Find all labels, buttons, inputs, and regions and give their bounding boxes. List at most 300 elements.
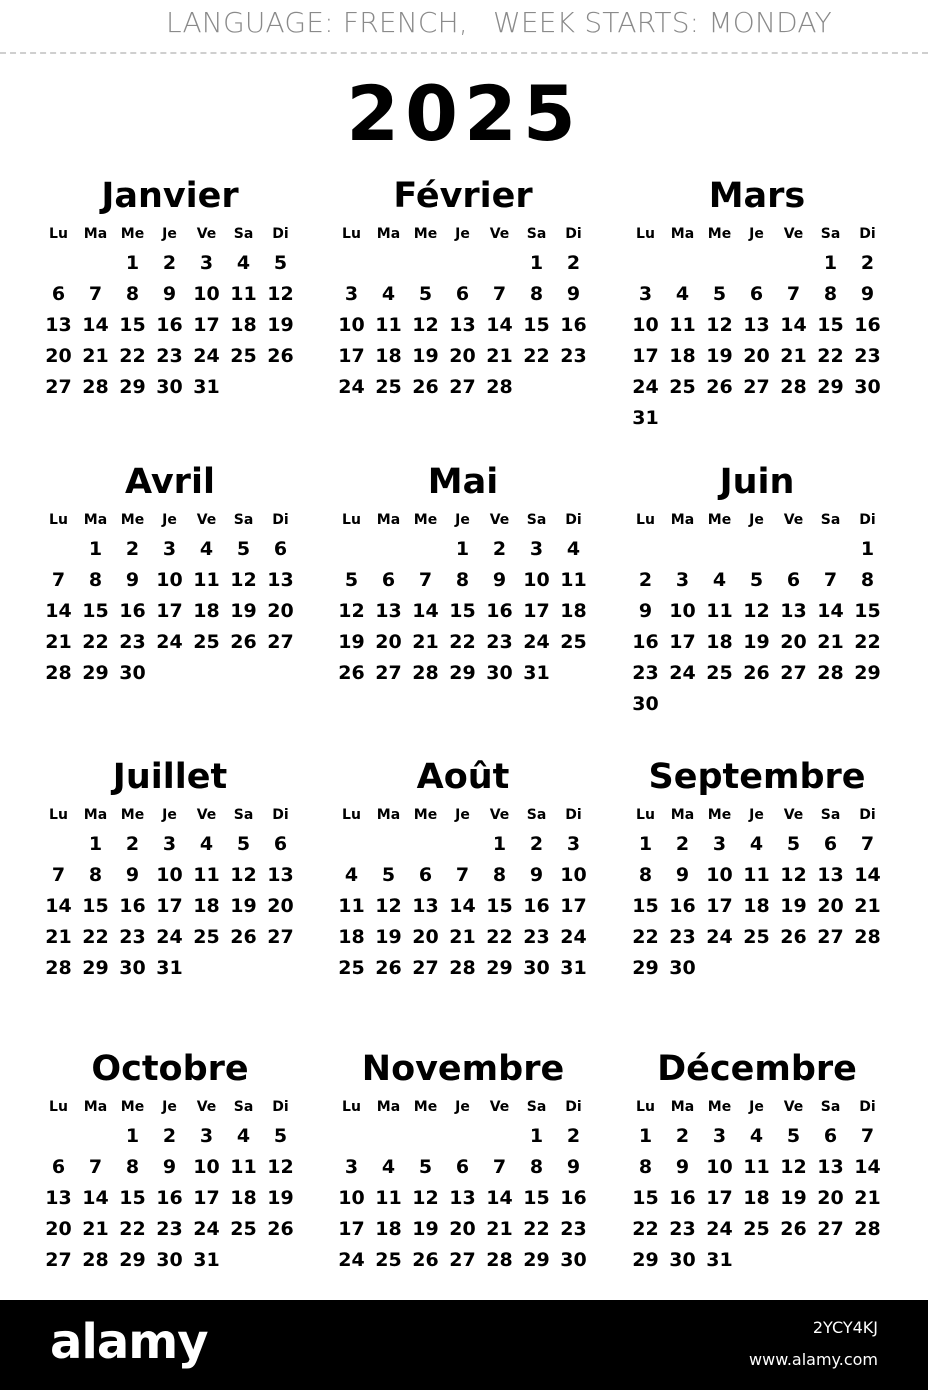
day-cell: 16 <box>632 631 659 653</box>
day-cell: 18 <box>338 926 365 948</box>
day-cell: 21 <box>486 1218 513 1240</box>
empty-cell <box>333 248 370 279</box>
day-cell: 24 <box>193 345 220 367</box>
day-cell: 16 <box>560 1187 587 1209</box>
day-cell: 1 <box>455 538 470 560</box>
day-cell: 22 <box>82 926 109 948</box>
day-cell: 15 <box>82 895 109 917</box>
day-cell: 16 <box>119 600 146 622</box>
day-cell: 13 <box>743 314 770 336</box>
day-cell: 27 <box>412 957 439 979</box>
day-cell: 15 <box>449 600 476 622</box>
day-cell: 3 <box>162 833 177 855</box>
day-cell: 19 <box>743 631 770 653</box>
day-cell: 3 <box>344 283 359 305</box>
month-block <box>333 1049 593 1276</box>
day-cell: 7 <box>88 283 103 305</box>
day-cell: 28 <box>817 662 844 684</box>
day-cell: 17 <box>193 314 220 336</box>
day-cell: 23 <box>854 345 881 367</box>
day-cell: 3 <box>199 252 214 274</box>
day-cell: 22 <box>119 1218 146 1240</box>
month-grid <box>333 1093 593 1276</box>
empty-cell <box>333 534 370 565</box>
day-cell: 8 <box>638 864 653 886</box>
day-cell: 13 <box>267 569 294 591</box>
day-cell: 14 <box>854 864 881 886</box>
weekday-header: Ma <box>670 512 695 528</box>
day-cell: 22 <box>632 1218 659 1240</box>
day-cell: 3 <box>712 1125 727 1147</box>
empty-cell <box>407 829 444 860</box>
day-cell: 14 <box>486 1187 513 1209</box>
day-cell: 19 <box>230 895 257 917</box>
weekday-header: Je <box>162 807 177 823</box>
day-cell: 4 <box>712 569 727 591</box>
day-cell: 21 <box>854 895 881 917</box>
month-name: Octobre <box>91 1049 249 1089</box>
day-cell: 3 <box>344 1156 359 1178</box>
day-cell: 17 <box>193 1187 220 1209</box>
day-cell: 18 <box>375 1218 402 1240</box>
day-cell: 20 <box>449 1218 476 1240</box>
day-cell: 30 <box>523 957 550 979</box>
day-cell: 30 <box>156 1249 183 1271</box>
weekday-header: Ma <box>83 807 108 823</box>
day-cell: 20 <box>267 600 294 622</box>
day-cell: 19 <box>706 345 733 367</box>
empty-cell <box>775 534 812 565</box>
month-block <box>40 1049 300 1276</box>
day-cell: 27 <box>449 376 476 398</box>
day-cell: 16 <box>156 1187 183 1209</box>
month-grid <box>627 506 887 720</box>
weekday-header: Sa <box>820 1099 841 1115</box>
weekday-header: Lu <box>342 512 361 528</box>
month-name: Avril <box>125 462 215 502</box>
day-cell: 8 <box>88 569 103 591</box>
day-cell: 20 <box>267 895 294 917</box>
empty-cell <box>481 248 518 279</box>
day-cell: 9 <box>566 1156 581 1178</box>
day-cell: 9 <box>162 283 177 305</box>
day-cell: 9 <box>162 1156 177 1178</box>
day-cell: 2 <box>566 1125 581 1147</box>
day-cell: 22 <box>119 345 146 367</box>
weekday-header: Ma <box>670 1099 695 1115</box>
day-cell: 9 <box>125 569 140 591</box>
weekday-header: Ma <box>83 1099 108 1115</box>
day-cell: 11 <box>338 895 365 917</box>
weekday-header: Me <box>707 807 732 823</box>
weekday-header: Me <box>707 1099 732 1115</box>
weekday-header: Lu <box>636 512 655 528</box>
month-grid <box>627 1093 887 1276</box>
weekday-header: Di <box>565 1099 582 1115</box>
day-cell: 19 <box>338 631 365 653</box>
day-cell: 28 <box>854 1218 881 1240</box>
day-cell: 12 <box>375 895 402 917</box>
empty-cell <box>370 1121 407 1152</box>
day-cell: 29 <box>449 662 476 684</box>
day-cell: 20 <box>45 1218 72 1240</box>
day-cell: 10 <box>632 314 659 336</box>
weekday-header: Di <box>859 807 876 823</box>
day-cell: 6 <box>418 864 433 886</box>
empty-cell <box>812 534 849 565</box>
weekday-header: Di <box>859 1099 876 1115</box>
day-cell: 20 <box>412 926 439 948</box>
day-cell: 25 <box>375 376 402 398</box>
day-cell: 11 <box>743 864 770 886</box>
empty-cell <box>407 248 444 279</box>
day-cell: 18 <box>375 345 402 367</box>
day-cell: 1 <box>88 538 103 560</box>
day-cell: 25 <box>193 631 220 653</box>
day-cell: 4 <box>381 1156 396 1178</box>
day-cell: 12 <box>780 864 807 886</box>
day-cell: 6 <box>823 833 838 855</box>
weekday-header: Lu <box>342 1099 361 1115</box>
month-grid <box>333 801 593 984</box>
day-cell: 3 <box>529 538 544 560</box>
month-name: Novembre <box>361 1049 565 1089</box>
weekday-header: Di <box>565 226 582 242</box>
month-grid <box>40 220 300 403</box>
day-cell: 11 <box>230 1156 257 1178</box>
month-block <box>40 462 300 689</box>
weekday-header: Me <box>707 512 732 528</box>
day-cell: 5 <box>236 833 251 855</box>
day-cell: 28 <box>45 662 72 684</box>
month-block <box>333 462 593 689</box>
day-cell: 13 <box>267 864 294 886</box>
day-cell: 23 <box>669 1218 696 1240</box>
day-cell: 29 <box>82 662 109 684</box>
weekday-header: Me <box>120 807 145 823</box>
day-cell: 1 <box>529 1125 544 1147</box>
weekday-header: Lu <box>636 807 655 823</box>
day-cell: 7 <box>51 864 66 886</box>
day-cell: 10 <box>338 1187 365 1209</box>
day-cell: 28 <box>854 926 881 948</box>
day-cell: 1 <box>88 833 103 855</box>
day-cell: 7 <box>51 569 66 591</box>
day-cell: 15 <box>854 600 881 622</box>
day-cell: 27 <box>817 1218 844 1240</box>
weekday-header: Ma <box>83 512 108 528</box>
empty-cell <box>370 534 407 565</box>
day-cell: 2 <box>125 833 140 855</box>
month-block <box>627 176 887 434</box>
day-cell: 15 <box>82 600 109 622</box>
weekday-header: Lu <box>636 1099 655 1115</box>
day-cell: 7 <box>418 569 433 591</box>
weekday-header: Ve <box>196 1099 217 1115</box>
day-cell: 1 <box>860 538 875 560</box>
day-cell: 21 <box>45 926 72 948</box>
day-cell: 23 <box>119 631 146 653</box>
month-grid <box>333 220 593 403</box>
empty-cell <box>444 1121 481 1152</box>
month-block <box>333 757 593 984</box>
day-cell: 2 <box>125 538 140 560</box>
empty-cell <box>77 248 114 279</box>
day-cell: 9 <box>638 600 653 622</box>
day-cell: 23 <box>669 926 696 948</box>
day-cell: 31 <box>706 1249 733 1271</box>
day-cell: 2 <box>492 538 507 560</box>
day-cell: 3 <box>162 538 177 560</box>
day-cell: 7 <box>455 864 470 886</box>
day-cell: 4 <box>566 538 581 560</box>
day-cell: 12 <box>412 314 439 336</box>
day-cell: 21 <box>780 345 807 367</box>
weekday-header: Me <box>120 1099 145 1115</box>
empty-cell <box>664 534 701 565</box>
day-cell: 13 <box>375 600 402 622</box>
weekday-header: Ve <box>783 512 804 528</box>
empty-cell <box>40 1121 77 1152</box>
weekday-header: Ve <box>783 1099 804 1115</box>
day-cell: 4 <box>675 283 690 305</box>
weekday-header: Me <box>120 512 145 528</box>
day-cell: 19 <box>267 314 294 336</box>
day-cell: 22 <box>817 345 844 367</box>
day-cell: 10 <box>706 1156 733 1178</box>
day-cell: 13 <box>780 600 807 622</box>
day-cell: 2 <box>162 252 177 274</box>
day-cell: 4 <box>236 1125 251 1147</box>
day-cell: 28 <box>449 957 476 979</box>
day-cell: 27 <box>449 1249 476 1271</box>
weekday-header: Sa <box>233 807 254 823</box>
weekday-header: Me <box>413 512 438 528</box>
day-cell: 11 <box>193 569 220 591</box>
day-cell: 6 <box>749 283 764 305</box>
day-cell: 25 <box>193 926 220 948</box>
weekday-header: Je <box>455 226 470 242</box>
day-cell: 28 <box>780 376 807 398</box>
empty-cell <box>627 534 664 565</box>
day-cell: 8 <box>455 569 470 591</box>
day-cell: 11 <box>706 600 733 622</box>
weekday-header: Sa <box>526 1099 547 1115</box>
day-cell: 21 <box>449 926 476 948</box>
month-name: Février <box>393 176 533 216</box>
day-cell: 25 <box>706 662 733 684</box>
weekday-header: Ve <box>196 807 217 823</box>
day-cell: 10 <box>669 600 696 622</box>
day-cell: 21 <box>412 631 439 653</box>
day-cell: 21 <box>82 345 109 367</box>
day-cell: 1 <box>638 1125 653 1147</box>
day-cell: 26 <box>267 1218 294 1240</box>
day-cell: 24 <box>632 376 659 398</box>
day-cell: 8 <box>860 569 875 591</box>
day-cell: 9 <box>566 283 581 305</box>
day-cell: 5 <box>273 1125 288 1147</box>
day-cell: 5 <box>381 864 396 886</box>
day-cell: 16 <box>669 895 696 917</box>
day-cell: 30 <box>632 693 659 715</box>
day-cell: 30 <box>669 1249 696 1271</box>
weekday-header: Lu <box>49 512 68 528</box>
day-cell: 24 <box>338 1249 365 1271</box>
month-name: Janvier <box>101 176 239 216</box>
weekday-header: Di <box>272 226 289 242</box>
day-cell: 21 <box>486 345 513 367</box>
empty-cell <box>407 534 444 565</box>
day-cell: 29 <box>119 1249 146 1271</box>
day-cell: 8 <box>529 1156 544 1178</box>
month-block <box>40 176 300 403</box>
day-cell: 15 <box>523 1187 550 1209</box>
day-cell: 29 <box>817 376 844 398</box>
week-start-label: WEEK STARTS: MONDAY <box>493 6 832 39</box>
day-cell: 26 <box>412 1249 439 1271</box>
month-name: Mars <box>708 176 806 216</box>
day-cell: 2 <box>675 1125 690 1147</box>
day-cell: 26 <box>780 1218 807 1240</box>
day-cell: 14 <box>82 314 109 336</box>
day-cell: 8 <box>125 1156 140 1178</box>
day-cell: 5 <box>344 569 359 591</box>
day-cell: 6 <box>823 1125 838 1147</box>
day-cell: 31 <box>193 1249 220 1271</box>
day-cell: 16 <box>156 314 183 336</box>
day-cell: 26 <box>412 376 439 398</box>
day-cell: 7 <box>823 569 838 591</box>
day-cell: 25 <box>230 345 257 367</box>
day-cell: 19 <box>780 1187 807 1209</box>
day-cell: 24 <box>669 662 696 684</box>
day-cell: 16 <box>523 895 550 917</box>
day-cell: 30 <box>156 376 183 398</box>
day-cell: 18 <box>743 1187 770 1209</box>
day-cell: 3 <box>712 833 727 855</box>
day-cell: 31 <box>156 957 183 979</box>
day-cell: 3 <box>638 283 653 305</box>
day-cell: 1 <box>529 252 544 274</box>
day-cell: 14 <box>412 600 439 622</box>
month-name: Juin <box>719 462 795 502</box>
day-cell: 25 <box>560 631 587 653</box>
day-cell: 22 <box>449 631 476 653</box>
day-cell: 10 <box>156 569 183 591</box>
day-cell: 13 <box>45 1187 72 1209</box>
day-cell: 13 <box>45 314 72 336</box>
day-cell: 7 <box>492 283 507 305</box>
day-cell: 14 <box>45 895 72 917</box>
day-cell: 14 <box>854 1156 881 1178</box>
day-cell: 5 <box>786 1125 801 1147</box>
day-cell: 7 <box>860 1125 875 1147</box>
weekday-header: Di <box>272 512 289 528</box>
day-cell: 31 <box>560 957 587 979</box>
day-cell: 18 <box>743 895 770 917</box>
day-cell: 1 <box>125 252 140 274</box>
weekday-header: Sa <box>820 226 841 242</box>
day-cell: 20 <box>817 895 844 917</box>
day-cell: 30 <box>486 662 513 684</box>
day-cell: 11 <box>669 314 696 336</box>
weekday-header: Ma <box>670 226 695 242</box>
empty-cell <box>664 248 701 279</box>
day-cell: 25 <box>338 957 365 979</box>
month-grid <box>627 801 887 984</box>
weekday-header: Ve <box>783 226 804 242</box>
year-title: 2025 <box>346 69 582 158</box>
day-cell: 3 <box>566 833 581 855</box>
day-cell: 27 <box>45 1249 72 1271</box>
weekday-header: Lu <box>49 226 68 242</box>
month-grid <box>627 220 887 434</box>
month-name: Décembre <box>657 1049 857 1089</box>
day-cell: 26 <box>267 345 294 367</box>
day-cell: 19 <box>267 1187 294 1209</box>
month-grid <box>40 1093 300 1276</box>
day-cell: 17 <box>156 600 183 622</box>
day-cell: 31 <box>523 662 550 684</box>
day-cell: 4 <box>344 864 359 886</box>
weekday-header: Lu <box>49 807 68 823</box>
weekday-header: Lu <box>49 1099 68 1115</box>
day-cell: 15 <box>817 314 844 336</box>
day-cell: 15 <box>486 895 513 917</box>
day-cell: 16 <box>486 600 513 622</box>
weekday-header: Je <box>455 807 470 823</box>
empty-cell <box>738 534 775 565</box>
day-cell: 20 <box>45 345 72 367</box>
day-cell: 18 <box>706 631 733 653</box>
site-url: www.alamy.com <box>749 1350 878 1369</box>
weekday-header: Me <box>413 226 438 242</box>
day-cell: 17 <box>560 895 587 917</box>
day-cell: 25 <box>375 1249 402 1271</box>
month-block <box>333 176 593 403</box>
day-cell: 6 <box>51 1156 66 1178</box>
day-cell: 30 <box>854 376 881 398</box>
day-cell: 7 <box>88 1156 103 1178</box>
weekday-header: Ve <box>783 807 804 823</box>
day-cell: 15 <box>119 1187 146 1209</box>
day-cell: 28 <box>45 957 72 979</box>
day-cell: 26 <box>230 631 257 653</box>
month-grid <box>333 506 593 689</box>
language-label: LANGUAGE: FRENCH, <box>166 6 469 39</box>
day-cell: 29 <box>632 1249 659 1271</box>
day-cell: 16 <box>119 895 146 917</box>
day-cell: 22 <box>486 926 513 948</box>
day-cell: 4 <box>236 252 251 274</box>
weekday-header: Sa <box>526 226 547 242</box>
day-cell: 2 <box>566 252 581 274</box>
day-cell: 12 <box>706 314 733 336</box>
day-cell: 5 <box>236 538 251 560</box>
day-cell: 2 <box>860 252 875 274</box>
weekday-header: Me <box>413 1099 438 1115</box>
day-cell: 18 <box>230 314 257 336</box>
day-cell: 29 <box>119 376 146 398</box>
empty-cell <box>407 1121 444 1152</box>
empty-cell <box>701 534 738 565</box>
day-cell: 21 <box>817 631 844 653</box>
day-cell: 13 <box>412 895 439 917</box>
weekday-header: Di <box>272 1099 289 1115</box>
day-cell: 8 <box>492 864 507 886</box>
day-cell: 12 <box>267 283 294 305</box>
